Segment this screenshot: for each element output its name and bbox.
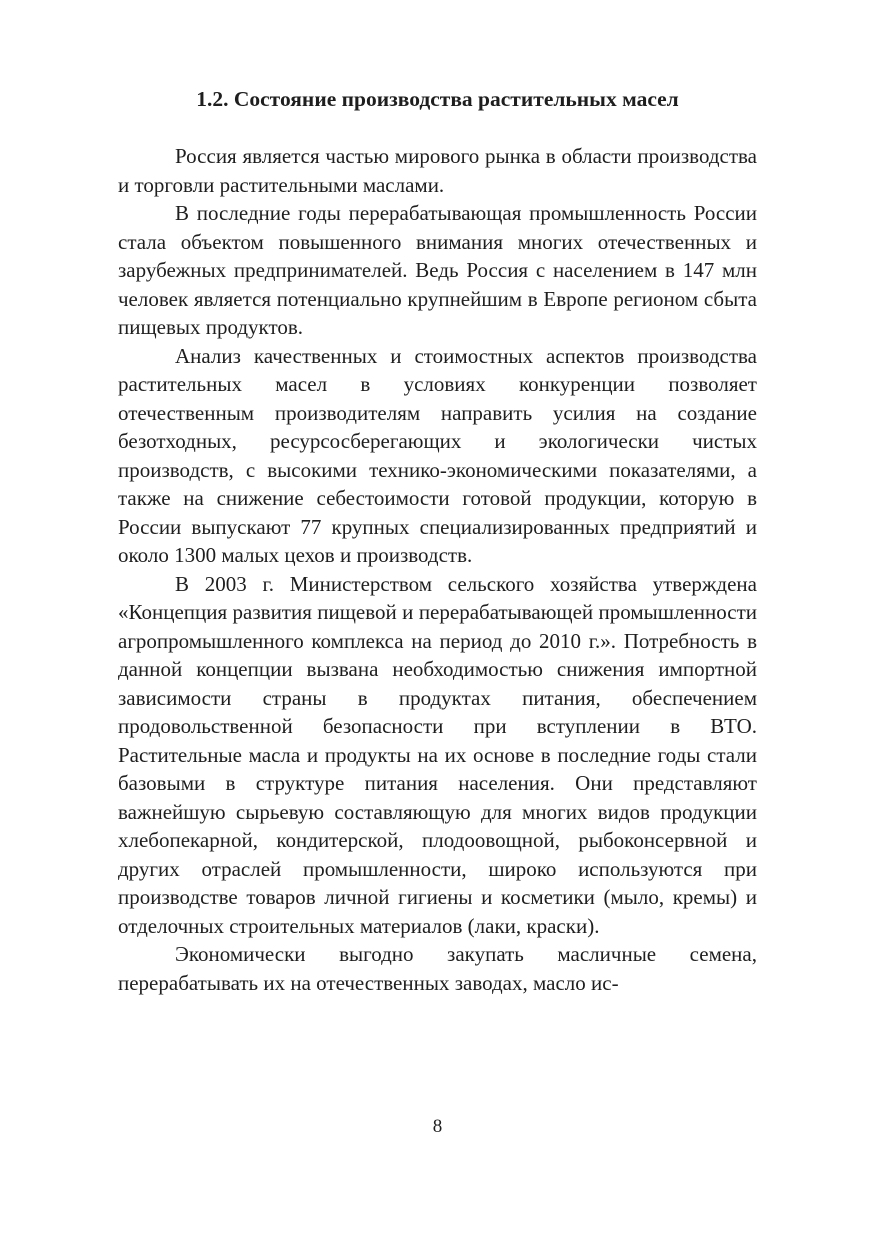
paragraph: Россия является частью мирового рынка в области производства и торговли растительными маслами. — [118, 144, 757, 197]
paragraph: В последние годы перерабатывающая промышленность России стала объектом повышенного внимания многих отечественных и зарубежных предпринимателей. Ведь Россия с населением в 147 млн человек является потенциально крупнейшим в Европе регионом сбыта пищевых продуктов. — [118, 201, 757, 339]
page-number: 8 — [432, 1116, 443, 1137]
paragraph: В 2003 г. Министерством сельского хозяйства утверждена «Концепция развития пищевой и перерабатывающей промышленности агропромышленного комплекса на период до 2010 г.». Потребность в данной концепции вызвана необходимостью снижения импортной зависимости страны в продуктах питания, обеспечением продовольственной безопасности при вступлении в ВТО. Растительные масла и продукты на их основе в последние годы стали базовыми в структуре питания населения. Они представляют важнейшую сырьевую составляющую для многих видов продукции хлебопекарной, кондитерской, плодоовощной, рыбоконсервной и других отраслей промышленности, широко используются при производстве товаров личной гигиены и косметики (мыло, кремы) и отделочных строительных материалов (лаки, краски). — [118, 571, 757, 938]
body-text — [118, 142, 757, 1072]
paragraph: Анализ качественных и стоимостных аспектов производства растительных масел в условиях конкуренции позволяет отечественным производителям направить усилия на создание безотходных, ресурсосберегающих и экологически чистых производств, с высокими технико-экономическими показателями, а также на снижение себестоимости готовой продукции, которую в России выпускают 77 крупных специализированных предприятий и около 1300 малых цехов и производств. — [118, 343, 757, 567]
section-heading: 1.2. Состояние производства растительных масел — [196, 87, 679, 111]
paragraph: Экономически выгодно закупать масличные семена, перерабатывать их на отечественных заводах, масло ис- — [118, 942, 757, 995]
